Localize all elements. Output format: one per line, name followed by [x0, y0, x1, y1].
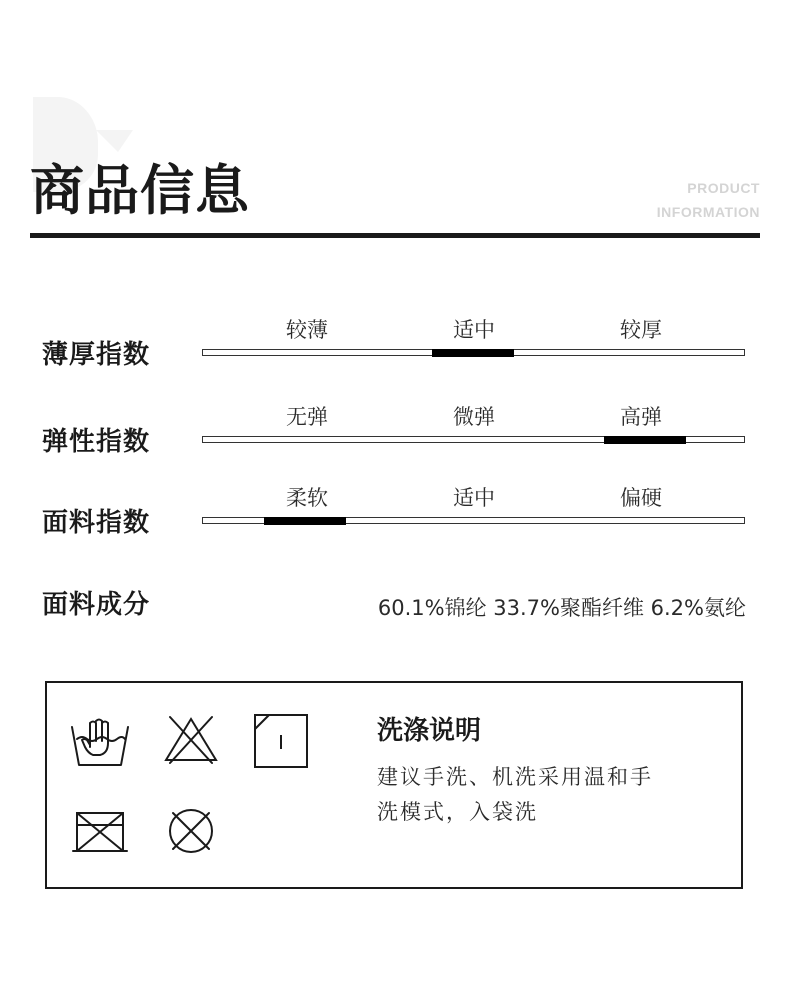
page-title: 商品信息	[30, 159, 250, 222]
fabric-selected-indicator	[264, 517, 346, 525]
thickness-index-row	[0, 308, 790, 388]
no-tumble-dry-icon	[71, 805, 129, 857]
no-dry-clean-icon	[165, 805, 217, 857]
fabric-track	[202, 517, 745, 524]
thickness-option-medium: 适中	[453, 318, 495, 342]
thickness-track	[202, 349, 745, 356]
composition-value: 60.1%锦纶 33.7%聚酯纤维 6.2%氨纶	[377, 596, 746, 620]
care-title: 洗涤说明	[377, 716, 482, 746]
fabric-option-medium: 适中	[453, 486, 495, 510]
elasticity-track	[202, 436, 745, 443]
title-divider	[30, 233, 760, 238]
fabric-option-stiff: 偏硬	[620, 486, 662, 510]
thickness-option-thin: 较薄	[286, 318, 328, 342]
elasticity-index-label: 弹性指数	[42, 427, 151, 457]
line-dry-icon	[253, 713, 309, 769]
subtitle-en-line-2: INFORMATION	[656, 204, 760, 220]
elasticity-option-high: 高弹	[620, 405, 662, 429]
hand-wash-icon	[69, 711, 131, 769]
elasticity-selected-indicator	[604, 436, 686, 444]
composition-label: 面料成分	[42, 590, 151, 620]
elasticity-option-slight: 微弹	[453, 405, 495, 429]
elasticity-index-row	[0, 395, 790, 475]
care-instructions-box	[45, 681, 743, 889]
fabric-index-row	[0, 476, 790, 556]
thickness-index-label: 薄厚指数	[42, 340, 151, 370]
subtitle-en-line-1: PRODUCT	[687, 180, 760, 196]
thickness-selected-indicator	[432, 349, 514, 357]
page-subtitle-en	[657, 176, 760, 224]
fabric-index-label: 面料指数	[42, 508, 151, 538]
thickness-option-thick: 较厚	[620, 318, 662, 342]
care-description	[377, 760, 717, 830]
care-description-line-2: 洗模式，入袋洗	[377, 800, 538, 824]
fabric-option-soft: 柔软	[286, 486, 328, 510]
care-description-line-1: 建议手洗、机洗采用温和手	[377, 765, 653, 789]
no-bleach-icon	[162, 713, 220, 765]
elasticity-option-none: 无弹	[286, 405, 328, 429]
